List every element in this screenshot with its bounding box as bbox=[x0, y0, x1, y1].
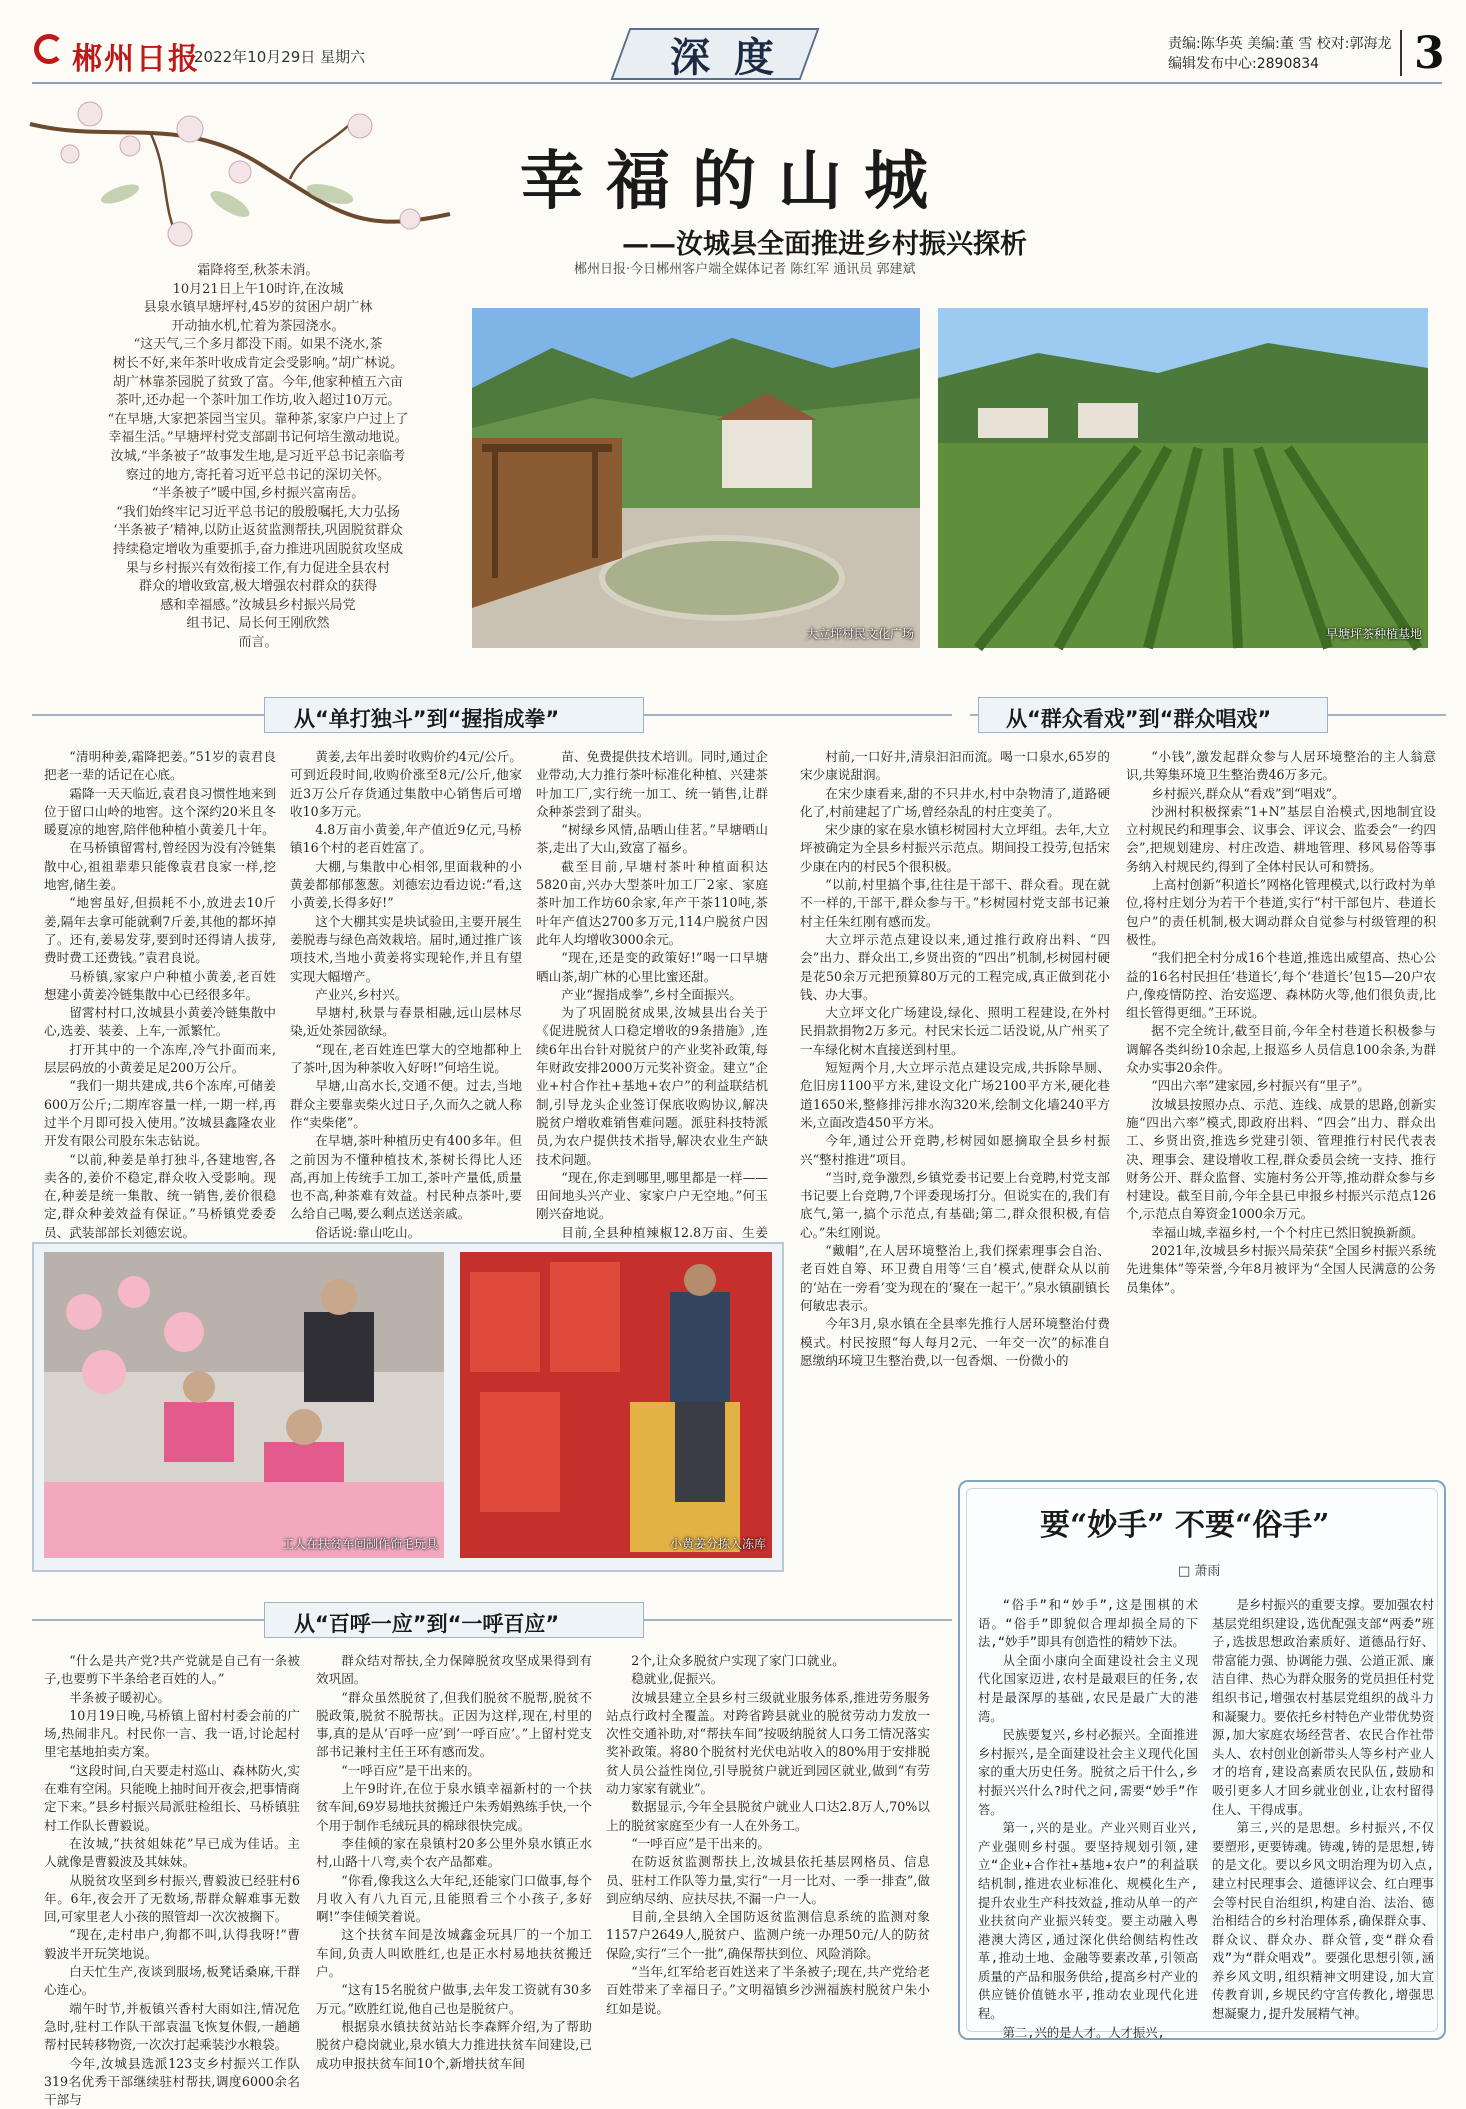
article-paragraph: 这个大棚其实是块试验田,主要开展生姜脱毒与绿色高效栽培。届时,通过推广该项技术,当地小黄姜将实现轮作,并且有望实现大幅增产。 bbox=[290, 913, 522, 984]
section-title: 从“群众看戏”到“群众唱戏” bbox=[1006, 707, 1272, 731]
article-paragraph: “一呼百应”是干出来的。 bbox=[341, 1762, 481, 1778]
article-paragraph: 乡村振兴,群众从“看戏”到“唱戏”。 bbox=[1151, 785, 1345, 801]
article-paragraph: 沙洲村积极探索“1+N”基层自治模式,因地制宜设立村规民约和理事会、议事会、评议会、监委会“一约四会”,把规划建房、村庄改造、耕地管理、移风易俗等事务纳入村规民约,得到了全体村民认可和赞扬。 bbox=[1126, 803, 1436, 874]
article-column-4 bbox=[800, 748, 1110, 1448]
article-paragraph: 半条被子暖初心。 bbox=[69, 1689, 170, 1705]
article-paragraph: 俗话说:靠山吃山。 bbox=[315, 1224, 421, 1240]
article-paragraph: 数据显示,今年全县脱贫户就业人口达2.8万人,70%以上的脱贫家庭至少有一人在外务工。 bbox=[606, 1799, 930, 1833]
article-paragraph: “小钱”,激发起群众参与人居环境整治的主人翁意识,共筹集环境卫生整治费46万多元。 bbox=[1126, 749, 1436, 783]
article-paragraph: “什么是共产党?共产党就是自己有一条被子,也要剪下半条给老百姓的人。” bbox=[44, 1653, 300, 1687]
divider bbox=[1400, 30, 1402, 76]
intro-line: “在早塘,大家把茶园当宝贝。靠种茶,家家户户过上了 bbox=[107, 411, 409, 427]
intro-line: 幸福生活。”早塘坪村党支部副书记何培生激动地说。 bbox=[108, 430, 408, 446]
photo-workshop bbox=[44, 1252, 444, 1558]
article-paragraph: 李佳倾的家在泉镇村20多公里外泉水镇正水村,山路十八弯,卖个农产品都难。 bbox=[316, 1835, 592, 1870]
intro-line: “我们始终牢记习近平总书记的殷殷嘱托,大力弘扬 bbox=[116, 504, 400, 520]
commentary-paragraph: “俗手”和“妙手”,这是围棋的术语。“俗手”即貌似合理却损全局的下法,“妙手”即具有创造性的精妙下法。 bbox=[978, 1598, 1198, 1650]
article-paragraph: “一呼百应”是干出来的。 bbox=[631, 1835, 771, 1851]
article-column-2 bbox=[290, 748, 522, 1240]
article-paragraph: “清明种姜,霜降把姜。”51岁的袁君良把老一辈的话记在心底。 bbox=[44, 749, 276, 783]
credits bbox=[1168, 34, 1392, 74]
article-paragraph: 今年3月,泉水镇在全县率先推行人居环境整治付费模式。村民按照“每人每月2元、一年交一次”的标准自愿缴纳环境卫生整治费,以一包香烟、一份微小的 bbox=[800, 1316, 1110, 1368]
article-paragraph: 从脱贫攻坚到乡村振兴,曹毅波已经驻村6年。6年,夜会开了无数场,帮群众解难事无数回,可家里老人小孩的照管却一次次被搁下。 bbox=[44, 1872, 300, 1925]
article-paragraph: 早塘,山高水长,交通不便。过去,当地群众主要靠卖柴火过日子,久而久之就人称作“卖柴佬”。 bbox=[290, 1078, 522, 1130]
photo-village-square bbox=[472, 308, 920, 648]
article-paragraph: “以前,村里搞个事,往往是干部干、群众看。现在就不一样的,干部干,群众参与干。”杉树园村党支部书记兼村主任朱红刚有感而发。 bbox=[800, 877, 1110, 929]
article-paragraph: 留霄村村口,汝城县小黄姜冷链集散中心,选姜、装姜、上车,一派繁忙。 bbox=[44, 1005, 276, 1039]
article-paragraph: “我们把全村分成16个巷道,推选出威望高、热心公益的16名村民担任‘巷道长’,每个‘巷道长’包15—20户农户,像疫情防控、治安巡逻、森林防火等,他们很负责,比组长管得更细。”王环说。 bbox=[1126, 950, 1436, 1021]
commentary-title: 要“妙手” 不要“俗手” bbox=[1040, 1508, 1330, 1543]
article-paragraph: “群众虽然脱贫了,但我们脱贫不脱帮,脱贫不脱政策,脱贫不脱帮扶。正因为这样,现在,村里的事,真的是从‘百呼一应’到‘一呼百应’。”上留村党支部书记兼村主任王环有感而发。 bbox=[316, 1689, 592, 1760]
photo-caption: 大立坪村民文化广场 bbox=[805, 627, 914, 641]
photo-ginger-storage bbox=[460, 1252, 772, 1558]
article-paragraph: 大棚,与集散中心相邻,里面栽种的小黄姜都郁郁葱葱。刘德宏边看边说:“看,这小黄姜,长得多好!” bbox=[290, 858, 522, 911]
article-paragraph: 目前,全县纳入全国防返贫监测信息系统的监测对象1157户2649人,脱贫户、监测户统一办理50元/人的防贫保险,实行“三个一批”,确保帮扶到位、风险消除。 bbox=[606, 1909, 930, 1961]
article-paragraph: 今年,汝城县选派123支乡村振兴工作队319名优秀干部继续驻村帮扶,调度6000余名干部与 bbox=[44, 2055, 300, 2108]
intro-line: ‘半条被子’精神,以防止返贫监测帮扶,巩固脱贫群众 bbox=[113, 523, 403, 539]
headline: 幸福的山城 bbox=[520, 144, 950, 219]
page-number: 3 bbox=[1414, 28, 1445, 79]
article-paragraph: “当年,红军给老百姓送来了半条被子;现在,共产党给老百姓带来了幸福日子。”文明福镇乡沙洲福族村脱贫户朱小红如是说。 bbox=[606, 1964, 930, 2016]
photo-tea-base bbox=[938, 308, 1428, 648]
publication-date: 2022年10月29日 星期六 bbox=[194, 48, 366, 66]
article-paragraph: 上高村创新“积道长”网格化管理模式,以行政村为单位,将村庄划分为若干个巷道,实行“村干部包片、巷道长包户”的责任机制,极大调动群众自觉参与村级管理的积极性。 bbox=[1126, 877, 1436, 947]
commentary-paragraph: 第一,兴的是业。产业兴则百业兴,产业强则乡村强。要坚持规划引领,建立“企业+合作社+基地+农户”的利益联结机制,推进农业标准化、规模化生产,提升农业生产科技效益,推动从单一的产业扶贫向产业振兴转变。要主动融入粤港澳大湾区,通过深化供给侧结构性改革,推动土地、金融等要素改革,引领高质量的产品和服务供给,提高乡村产业的供应链价值链水平,推动农业现代化进程。 bbox=[978, 1821, 1198, 2022]
article-paragraph: 群众结对帮扶,全力保障脱贫攻坚成果得到有效巩固。 bbox=[316, 1653, 592, 1687]
article-paragraph: “现在,你走到哪里,哪里都是一样——田间地头兴产业、家家户户无空地。”何玉刚兴奋地说。 bbox=[536, 1169, 768, 1222]
article-paragraph: 白天忙生产,夜谈到服场,板凳话桑麻,干群心连心。 bbox=[44, 1964, 300, 1998]
article-paragraph: 产业“握指成拳”,乡村全面振兴。 bbox=[561, 986, 742, 1002]
article-paragraph: “以前,种姜是单打独斗,各建地窖,各卖各的,姜价不稳定,群众收入受影响。现在,种姜是统一集散、统一销售,姜价很稳定,群众种姜效益有保证。”马桥镇党委委员、武装部部长刘德宏说。 bbox=[44, 1151, 276, 1240]
article-paragraph: 马桥镇,家家户户种植小黄姜,老百姓想建小黄姜冷链集散中心已经很多年。 bbox=[44, 968, 276, 1002]
article-paragraph: 稳就业,促振兴。 bbox=[631, 1671, 724, 1687]
newspaper-logo-icon bbox=[34, 34, 64, 64]
intro-line: 茶叶,还办起一个茶叶加工作坊,收入超过10万元。 bbox=[115, 393, 401, 409]
article-paragraph: “地窖虽好,但损耗不小,放进去10斤姜,隔年去拿可能就剩7斤姜,其他的都坏掉了。还有,姜易发芽,要到时还得请人拔芽,费时费工还费钱。”袁君良说。 bbox=[44, 895, 276, 966]
article-column-5 bbox=[1126, 748, 1436, 1448]
intro-line: 霜降将至,秋茶未消。 bbox=[197, 263, 319, 278]
article-paragraph: “这有15名脱贫户做事,去年发工资就有30多万元。”欧胜红说,他自己也是脱贫户。 bbox=[316, 1982, 592, 2016]
article-paragraph: 这个扶贫车间是汝城鑫金玩具厂的一个加工车间,负责人叫欧胜红,也是正水村易地扶贫搬迁户。 bbox=[316, 1927, 592, 1980]
commentary-paragraph: 第二,兴的是人才。人才振兴, bbox=[1002, 2025, 1165, 2040]
article-paragraph: 黄姜,去年出姜时收购价约4元/公斤。可到近段时间,收购价涨至8元/公斤,他家近3万公斤存货通过集散中心销售后可增收10多万元。 bbox=[290, 749, 522, 819]
section-heading-1 bbox=[32, 695, 952, 735]
article-paragraph: 短短两个月,大立坪示范点建设完成,共拆除旱厕、危旧房1100平方米,建设文化广场2100平方米,硬化巷道1650米,整修排污排水沟320米,绘制文化墙240平方米,立面改造450平方米。 bbox=[800, 1060, 1110, 1130]
article-paragraph: 苗、免费提供技术培训。同时,通过企业带动,大力推行茶叶标准化种植、兴建茶叶加工厂,实行统一加工、统一销售,让群众种茶尝到了甜头。 bbox=[536, 749, 768, 819]
commentary-author: □ 萧雨 bbox=[1178, 1564, 1221, 1579]
article-paragraph: 端午时节,并板镇兴香村大雨如注,情况危急时,驻村工作队干部袁温飞恢复休假,一趟趟帮村民转移物资,一次次打起乘装沙水粮袋。 bbox=[44, 2000, 300, 2053]
article-paragraph: 4.8万亩小黄姜,年产值近9亿元,马桥镇16个村的老百姓富了。 bbox=[290, 822, 522, 856]
commentary-paragraph: 是乡村振兴的重要支撑。要加强农村基层党组织建设,选优配强支部“两委”班子,选拔思想政治素质好、道德品行好、带富能力强、协调能力强、公道正派、廉洁自律、热心为群众服务的党员担任村党组织书记,增强农村基层党组织的战斗力和凝聚力。要依托乡村特色产业带优势资源,加大家庭农场经营者、农民合作社带头人、农村创业创新带头人等乡村产业人才的培育,建设高素质农民队伍,鼓励和吸引更多人才回乡就业创业,让农村留得住人、干得成事。 bbox=[1212, 1598, 1434, 1817]
section-title: 从“单打独斗”到“握指成拳” bbox=[294, 707, 560, 731]
section-title: 从“百呼一应”到“一呼百应” bbox=[294, 1612, 560, 1636]
article-paragraph: “四出六率”建家园,乡村振兴有“里子”。 bbox=[1151, 1078, 1370, 1094]
article-paragraph: 霜降一天天临近,袁君良习惯性地来到位于留口山岭的地窖。这个深约20米且冬暖夏凉的地窖,陪伴他种植小黄姜几十年。 bbox=[44, 785, 276, 838]
workshop-image bbox=[44, 1252, 444, 1558]
article-paragraph: 汝城县建立全县乡村三级就业服务体系,推进劳务服务站点行政村全覆盖。对跨省跨县就业的脱贫劳动力发放一次性交通补助,对“帮扶车间”按吸纳脱贫人口务工情况落实奖补政策。将80个脱贫村光伏电站收入的80%用于安排脱贫人员公益性岗位,引导脱贫户就近到园区就业,做到“有劳动力家家有就业”。 bbox=[606, 1689, 930, 1797]
article-column-3 bbox=[536, 748, 768, 1240]
article-column-1 bbox=[44, 748, 276, 1240]
intro-text bbox=[78, 262, 438, 652]
article-column-7 bbox=[316, 1652, 592, 2071]
photo-caption: 早塘坪茶种植基地 bbox=[1325, 627, 1422, 641]
article-paragraph: “你看,像我这么大年纪,还能家门口做事,每个月收入有八九百元,且能照看三个小孩子,多好啊!”李佳倾笑着说。 bbox=[316, 1872, 592, 1925]
article-paragraph: “戴帽”,在人居环境整治上,我们探索理事会自治、老百姓自筹、环卫费自用等‘三自’模式,使群众从以前的‘站在一旁看’变为现在的‘聚在一起干’。”泉水镇副镇长何敏忠表示。 bbox=[800, 1243, 1110, 1313]
article-paragraph: 10月19日晚,马桥镇上留村村委会前的广场,热闹非凡。村民你一言、我一语,讨论起村里宅基地拍卖方案。 bbox=[44, 1707, 300, 1760]
article-paragraph: 上午9时许,在位于泉水镇幸福新村的一个扶贫车间,69岁易地扶贫搬迁户朱秀娟熟练手快,一个个用于制作毛绒玩具的棉球很快完成。 bbox=[316, 1781, 592, 1833]
intro-line: 10月21日上午10时许,在汝城 bbox=[172, 281, 344, 297]
byline: 郴州日报·今日郴州客户端全媒体记者 陈红军 通讯员 郭建斌 bbox=[574, 262, 916, 277]
article-paragraph: 在宋少康看来,甜的不只井水,村中杂物清了,道路硬化了,村前建起了广场,曾经杂乱的村庄变美了。 bbox=[800, 785, 1110, 819]
article-paragraph: 在早塘,茶叶种植历史有400多年。但之前因为不懂种植技术,茶树长得比人还高,再加上传统手工加工,茶叶产量低,质量也不高,种茶难有效益。村民种点茶叶,要么给自己喝,要么剩点送送亲戚。 bbox=[290, 1133, 522, 1222]
article-paragraph: 村前,一口好井,清泉汩汩而流。喝一口泉水,65岁的宋少康说甜润。 bbox=[800, 749, 1110, 783]
section-heading-2 bbox=[970, 695, 1446, 735]
masthead bbox=[0, 0, 1466, 82]
article-column-8 bbox=[606, 1652, 930, 2044]
intro-line: 组书记、局长何王刚欣然 bbox=[186, 616, 330, 632]
intro-line: 群众的增收致富,极大增强农村群众的获得 bbox=[138, 579, 378, 595]
commentary-column-left bbox=[978, 1596, 1198, 2040]
commentary-column-right bbox=[1212, 1596, 1434, 2026]
article-paragraph: 在马桥镇留霄村,曾经因为没有冷链集散中心,祖祖辈辈只能像袁君良家一样,挖地窖,储生姜。 bbox=[44, 840, 276, 893]
photo-caption: 小黄姜分拣入冻库 bbox=[669, 1537, 766, 1551]
article-paragraph: 今年,通过公开竞聘,杉树园如愿摘取全县乡村振兴“整村推进”项目。 bbox=[800, 1133, 1110, 1167]
article-paragraph: 在汝城,“扶贫姐妹花”早已成为佳话。主人就像是曹毅波及其妹妹。 bbox=[44, 1835, 300, 1870]
article-paragraph: 宋少康的家在泉水镇杉树园村大立坪组。去年,大立坪被确定为全县乡村振兴示范点。期间投工投劳,包括宋少康在内的村民5个很积极。 bbox=[800, 822, 1110, 874]
commentary-paragraph: 民族要复兴,乡村必振兴。全面推进乡村振兴,是全面建设社会主义现代化国家的重大历史任务。脱贫之后干什么,乡村振兴兴什么?时代之问,需要“妙手”作答。 bbox=[978, 1728, 1198, 1817]
editor-credits: 责编:陈华英 美编:董 雪 校对:郭海龙 bbox=[1168, 36, 1392, 52]
article-paragraph: 打开其中的一个冻库,冷气扑面而来,层层码放的小黄姜足足200万公斤。 bbox=[44, 1041, 276, 1076]
editor-phone: 编辑发布中心:2890834 bbox=[1168, 56, 1320, 72]
article-paragraph: 产业兴,乡村兴。 bbox=[315, 986, 408, 1002]
article-paragraph: 汝城县按照办点、示范、连线、成景的思路,创新实施“四出六率”模式,即政府出料、“四会”出力、群众出工、乡贤出资,推选乡党建引领、管理推行村民代表表决、理事会、建设增收工程,群众委员会统一支持、推行财务公开、群众监督、实施村务公开等,推动群众参与乡村建设。截至目前,今年全县已申报乡村振兴示范点126个,示范点自筹资金1000余万元。 bbox=[1126, 1096, 1436, 1222]
intro-line: 开动抽水机,忙着为茶园浇水。 bbox=[171, 318, 345, 334]
article-column-6 bbox=[44, 1652, 300, 2108]
intro-line: 察过的地方,寄托着习近平总书记的深切关怀。 bbox=[125, 467, 391, 483]
newspaper-name: 郴州日报 bbox=[72, 42, 200, 77]
section-heading-3 bbox=[32, 1600, 952, 1640]
article-paragraph: “这段时间,白天要走村巡山、森林防火,实在难有空闲。只能晚上抽时间开夜会,把事情商定下来。”县乡村振兴局派驻检组长、马桥镇驻村工作队长曹毅说。 bbox=[44, 1762, 300, 1833]
intro-line: 胡广林靠茶园脱了贫致了富。今年,他家种植五六亩 bbox=[112, 374, 404, 390]
article-paragraph: 根据泉水镇扶贫站站长李森辉介绍,为了帮助脱贫户稳岗就业,泉水镇大力推进扶贫车间建设,已成功申报扶贫车间10个,新增扶贫车间 bbox=[316, 2018, 592, 2071]
article-paragraph: “现在,老百姓连巴掌大的空地都种上了茶叶,因为种茶收入好呀!”何培生说。 bbox=[290, 1041, 522, 1076]
article-paragraph: “树绿乡风情,品晒山佳茗。”早塘晒山茶,走出了大山,致富了福乡。 bbox=[536, 822, 768, 856]
intro-line: 果与乡村振兴有效衔接工作,有力促进全县农村 bbox=[125, 560, 391, 576]
village-square-image bbox=[472, 308, 920, 648]
tea-plantation-image bbox=[938, 308, 1428, 648]
article-paragraph: 目前,全县种植辣椒12.8万亩、生姜 bbox=[561, 1224, 768, 1240]
commentary-paragraph: 第三,兴的是思想。乡村振兴,不仅要塑形,更要铸魂。铸魂,铸的是思想,铸的是文化。要以乡风文明治理为切入点,建立村民理事会、道德评议会、红白理事会等村民自治组织,构建自治、法治、德治相结合的乡村治理体系,确保群众事、群众议、群众办、群众管,变“群众看戏”为“群众唱戏”。要强化思想引领,涵养乡风文明,组织精神文明建设,加大宣传教育训,乡规民约守宫传教化,增强思想凝聚力,提升发展精气神。 bbox=[1212, 1821, 1434, 2022]
intro-line: 树长不好,来年茶叶收成肯定会受影响。”胡广林说。 bbox=[112, 355, 404, 371]
intro-line: 县泉水镇早塘坪村,45岁的贫困户胡广林 bbox=[143, 300, 373, 316]
photo-caption: 工人在扶贫车间制作饰毛玩具 bbox=[281, 1537, 438, 1551]
subheadline: ——汝城县全面推进乡村振兴探析 bbox=[622, 229, 1027, 260]
article-paragraph: 大立坪文化广场建设,绿化、照明工程建设,在外村民捐款捐物2万多元。村民宋长远二话没说,从广州买了一车绿化树木直接送到村里。 bbox=[800, 1005, 1110, 1057]
article-paragraph: 截至目前,早塘村茶叶种植面积达5820亩,兴办大型茶叶加工厂2家、家庭茶叶加工作坊60余家,年产干茶110吨,茶叶年产值达2700多万元,114户脱贫户因此年人均增收3000余元。 bbox=[536, 858, 768, 947]
article-paragraph: 据不完全统计,截至目前,今年全村巷道长积极参与调解各类纠纷10余起,上报巡乡人员信息100余条,为群众办实事20余件。 bbox=[1126, 1023, 1436, 1076]
article-paragraph: “现在,还是变的政策好!”喝一口早塘晒山茶,胡广林的心里比蜜还甜。 bbox=[536, 950, 768, 984]
intro-line: “半条被子”暖中国,乡村振兴富南岳。 bbox=[151, 486, 365, 502]
intro-line: 而言。 bbox=[238, 634, 278, 650]
intro-line: 汝城,“半条被子”故事发生地,是习近平总书记亲临考 bbox=[110, 448, 406, 464]
section-label: 深度 bbox=[670, 34, 798, 81]
article-paragraph: 幸福山城,幸福乡村,一个个村庄已然旧貌换新颜。 bbox=[1151, 1224, 1424, 1240]
article-paragraph: 2个,让众多脱贫户实现了家门口就业。 bbox=[631, 1653, 845, 1668]
article-paragraph: 早塘村,秋景与春景相融,远山层林尽染,近处茶园欲绿。 bbox=[290, 1005, 522, 1039]
article-paragraph: “现在,走村串户,狗都不叫,认得我呀!”曹毅波半开玩笑地说。 bbox=[44, 1927, 300, 1961]
article-paragraph: “我们一期共建成,共6个冻库,可储姜600万公斤;二期库容量一样,一期一样,再过半个月即可投入使用。”汝城县鑫隆农业开发有限公司股东朱志钻说。 bbox=[44, 1078, 276, 1149]
intro-line: “这天气,三个多月都没下雨。如果不浇水,茶 bbox=[133, 337, 383, 353]
article-paragraph: 2021年,汝城县乡村振兴局荣获“全国乡村振兴系统先进集体”等荣誉,今年8月被评为“全国人民满意的公务员集体”。 bbox=[1126, 1243, 1436, 1295]
ginger-storage-image bbox=[460, 1252, 772, 1558]
intro-line: 感和幸福感。”汝城县乡村振兴局党 bbox=[160, 597, 356, 613]
intro-line: 持续稳定增收为重要抓手,奋力推进巩固脱贫攻坚成 bbox=[112, 541, 404, 557]
article-paragraph: 为了巩固脱贫成果,汝城县出台关于《促进脱贫人口稳定增收的9条措施》,连续6年出台针对脱贫户的产业奖补政策,每年财政安排2000万元奖补资金。建立“企业+村合作社+基地+农户”的利益联结机制,引导龙头企业签订保底收购协议,解决脱贫户增收难销售难问题。派驻科技特派员,为农户提供技术指导,解决农业生产缺技术问题。 bbox=[536, 1005, 768, 1167]
commentary-paragraph: 从全面小康向全面建设社会主义现代化国家迈进,农村是最艰巨的任务,农村是最深厚的基础,农民是最广大的港湾。 bbox=[978, 1653, 1198, 1724]
article-paragraph: 在防返贫监测帮扶上,汝城县依托基层网格员、信息员、驻村工作队等力量,实行“一月一比对、一季一排查”,做到应纳尽纳、应扶尽扶,不漏一户一人。 bbox=[606, 1854, 930, 1906]
article-paragraph: “当时,竞争激烈,乡镇党委书记要上台竞聘,村党支部书记要上台竞聘,7个评委现场打分。但说实在的,我们有底气,第一,搞个示范点,有基础;第二,群众很积极,有信心。”朱红刚说。 bbox=[800, 1169, 1110, 1240]
article-paragraph: 大立坪示范点建设以来,通过推行政府出料、“四会”出力、群众出工,乡贤出资的“四出”机制,杉树园村硬是花50余万元把预算80万元的工程完成,真正做到花小钱、办大事。 bbox=[800, 931, 1110, 1002]
